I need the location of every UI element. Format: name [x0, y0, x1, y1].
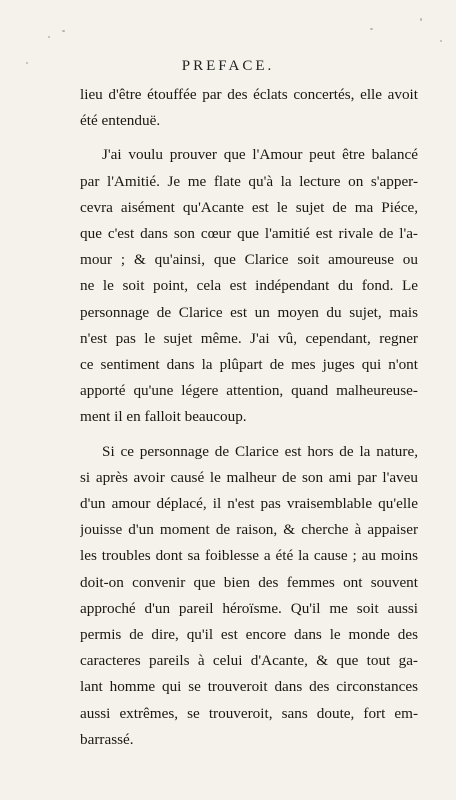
paragraph-gap: [80, 431, 418, 439]
body-text: [80, 82, 418, 753]
text-line: apporté qu'une légere attention, quand malheureuse-: [80, 382, 418, 400]
text-line: n'est pas le sujet même. J'ai vû, cependant, regner: [80, 329, 418, 347]
paper-speck: [440, 40, 442, 42]
text-line: cevra aisément qu'Acante est le sujet de ma Piéce,: [80, 198, 418, 216]
text-line: ce sentiment dans la plûpart de mes juges qui n'ont: [80, 356, 418, 374]
text-line: mour ; & qu'ainsi, que Clarice soit amoureuse ou: [80, 251, 418, 269]
running-title: PREFACE.: [181, 58, 275, 74]
text-line: approché d'un pareil héroïsme. Qu'il me soit aussi: [80, 599, 418, 617]
text-line: d'un amour déplacé, il n'est pas vraisemblable qu'elle: [80, 495, 418, 513]
text-line: caracteres pareils à celui d'Acante, & que tout ga-: [80, 652, 418, 670]
text-line: jouisse d'un moment de raison, & cherche à appaiser: [80, 521, 418, 539]
paragraph-gap: [80, 134, 418, 142]
text-line: permis de dire, qu'il est encore dans le monde des: [80, 626, 418, 644]
text-line: par l'Amitié. Je me flate qu'à la lecture on s'apper-: [80, 172, 418, 190]
text-line: été entenduë.: [80, 112, 161, 130]
text-line: aussi extrêmes, se trouveroit, sans doute, fort em-: [80, 704, 418, 722]
text-line: barrassé.: [80, 730, 134, 748]
paper-speck: [62, 30, 65, 32]
text-line: lant homme qui se trouveroit dans des circonstances: [80, 678, 418, 696]
text-line: si après avoir causé le malheur de son ami par l'aveu: [80, 468, 418, 486]
paper-speck: [48, 36, 50, 38]
text-line: les troubles dont sa foiblesse a été la cause ; au moins: [80, 547, 418, 565]
text-line: ment il en falloit beaucoup.: [80, 408, 247, 426]
text-line: doit-on convenir que bien des femmes ont souvent: [80, 573, 418, 591]
text-line: Si ce personnage de Clarice est hors de la nature,: [102, 442, 418, 460]
text-line: personnage de Clarice est un moyen du sujet, mais: [80, 303, 418, 321]
text-line: que c'est dans son cœur que l'amitié est rivale de l'a-: [80, 225, 418, 243]
paper-speck: [420, 18, 422, 21]
text-line: J'ai voulu prouver que l'Amour peut être balancé: [102, 146, 418, 164]
text-line: ne le soit point, cela est indépendant du fond. Le: [80, 277, 418, 295]
text-line: lieu d'être étouffée par des éclats concertés, elle avoit: [80, 86, 418, 103]
paper-speck: [370, 28, 373, 30]
